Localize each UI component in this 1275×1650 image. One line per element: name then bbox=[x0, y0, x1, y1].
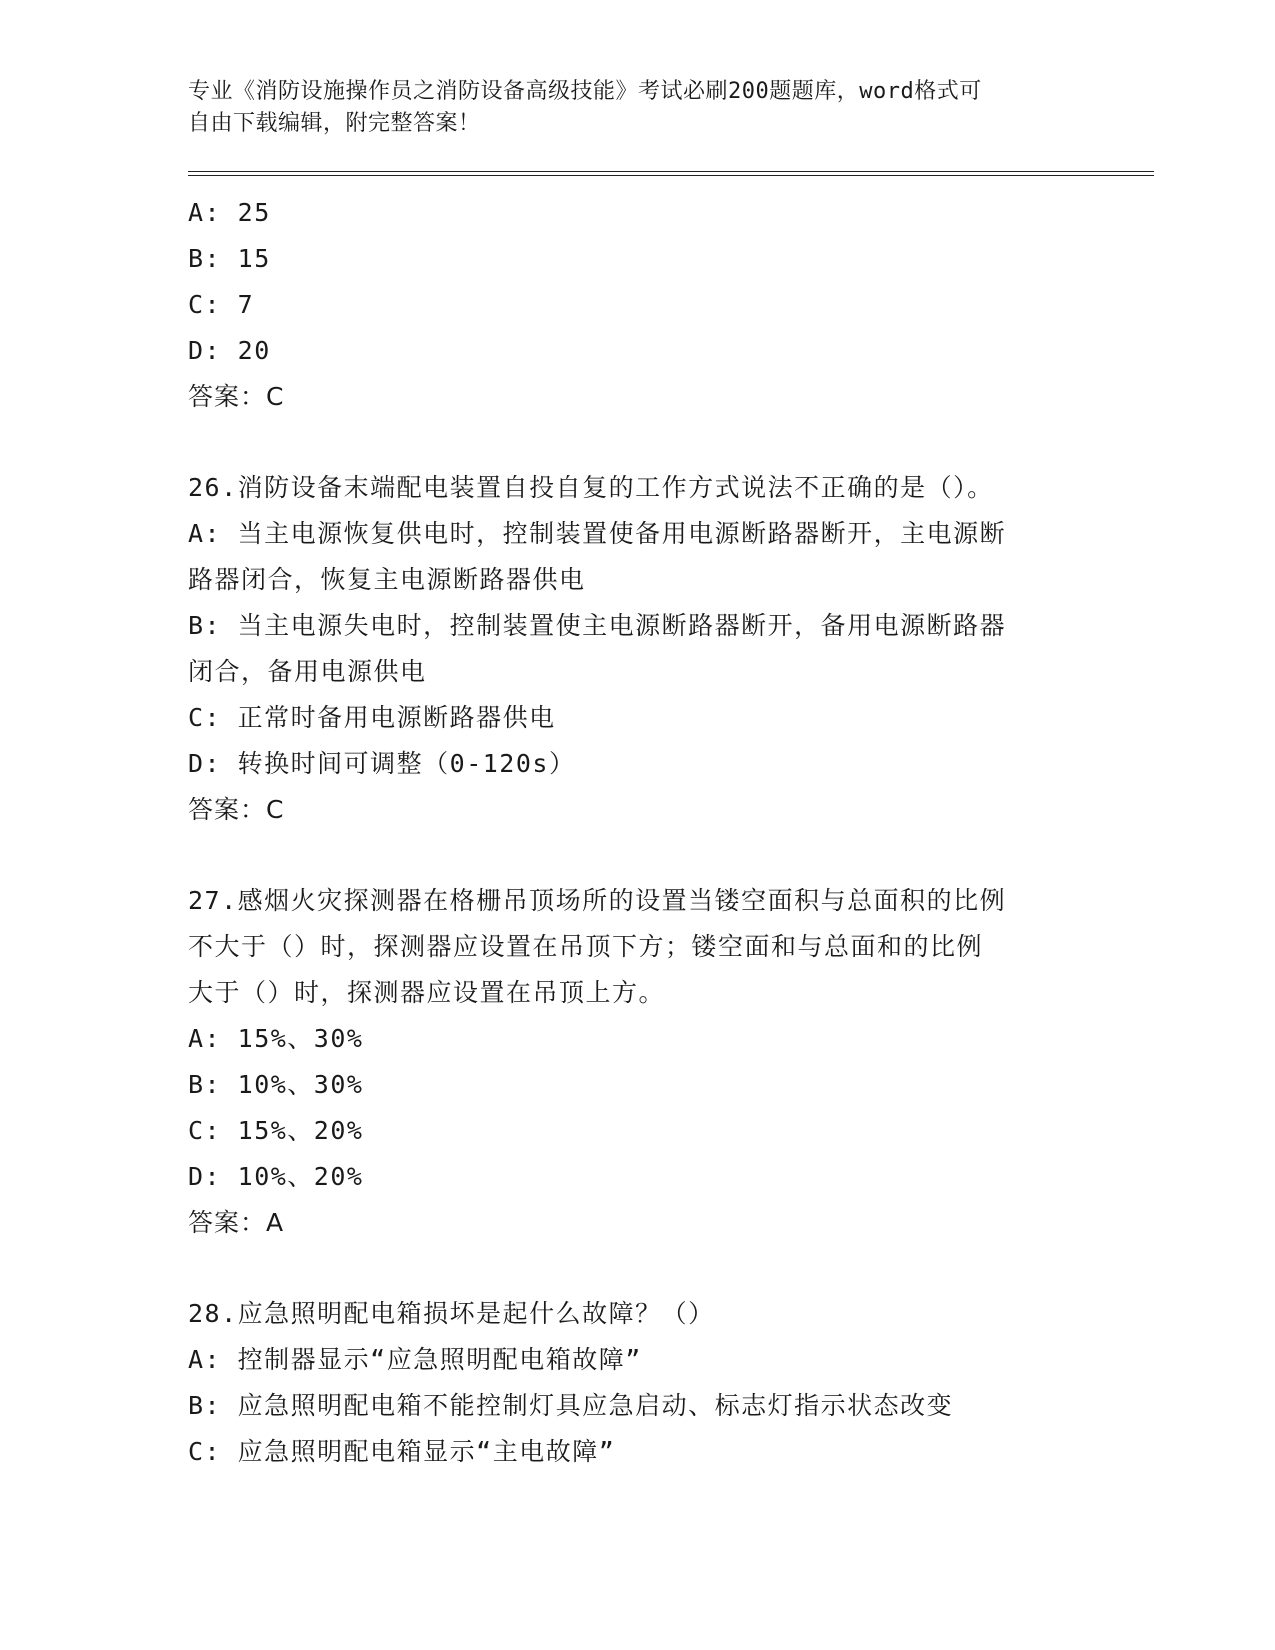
question-text-continued: 大于（）时，探测器应设置在吊顶上方。 bbox=[188, 978, 666, 1007]
header-rule-bottom bbox=[188, 175, 1154, 176]
option-c: C: 7 bbox=[188, 290, 255, 319]
question-text: 26.消防设备末端配电装置自投自复的工作方式说法不正确的是（）。 bbox=[188, 473, 994, 502]
option-c: C: 正常时备用电源断路器供电 bbox=[188, 703, 556, 732]
question-text-continued: 不大于（）时，探测器应设置在吊顶下方；镂空面和与总面和的比例 bbox=[188, 932, 984, 961]
question-list bbox=[188, 190, 1068, 1475]
option-a: A: 15%、30% bbox=[188, 1024, 364, 1053]
option-a: A: 控制器显示“应急照明配电箱故障” bbox=[188, 1345, 642, 1374]
question-block-27 bbox=[188, 878, 1068, 1246]
header-rule-top bbox=[188, 171, 1154, 172]
option-b: B: 应急照明配电箱不能控制灯具应急启动、标志灯指示状态改变 bbox=[188, 1391, 954, 1420]
answer-line: 答案：C bbox=[188, 382, 285, 411]
header-line-2: 自由下载编辑，附完整答案！ bbox=[188, 111, 481, 136]
option-c: C: 应急照明配电箱显示“主电故障” bbox=[188, 1437, 616, 1466]
option-d: D: 转换时间可调整（0-120s） bbox=[188, 749, 576, 778]
option-a: A: 25 bbox=[188, 198, 271, 227]
option-b-continued: 闭合，备用电源供电 bbox=[188, 657, 427, 686]
option-b: B: 15 bbox=[188, 244, 271, 273]
option-b: B: 当主电源失电时，控制装置使主电源断路器断开，备用电源断路器 bbox=[188, 611, 1007, 640]
option-c: C: 15%、20% bbox=[188, 1116, 364, 1145]
question-block-25 bbox=[188, 190, 1068, 420]
answer-line: 答案：C bbox=[188, 795, 285, 824]
header-line-1: 专业《消防设施操作员之消防设备高级技能》考试必刷200题题库，word格式可 bbox=[188, 79, 982, 104]
option-d: D: 10%、20% bbox=[188, 1162, 364, 1191]
option-d: D: 20 bbox=[188, 336, 271, 365]
question-block-28 bbox=[188, 1291, 1068, 1475]
option-a-continued: 路器闭合，恢复主电源断路器供电 bbox=[188, 565, 586, 594]
answer-line: 答案：A bbox=[188, 1208, 285, 1237]
question-text: 28.应急照明配电箱损坏是起什么故障？（） bbox=[188, 1299, 715, 1328]
option-b: B: 10%、30% bbox=[188, 1070, 364, 1099]
option-a: A: 当主电源恢复供电时，控制装置使备用电源断路器断开，主电源断 bbox=[188, 519, 1007, 548]
document-header bbox=[188, 76, 1068, 140]
question-text: 27.感烟火灾探测器在格栅吊顶场所的设置当镂空面积与总面积的比例 bbox=[188, 886, 1007, 915]
question-block-26 bbox=[188, 465, 1068, 833]
